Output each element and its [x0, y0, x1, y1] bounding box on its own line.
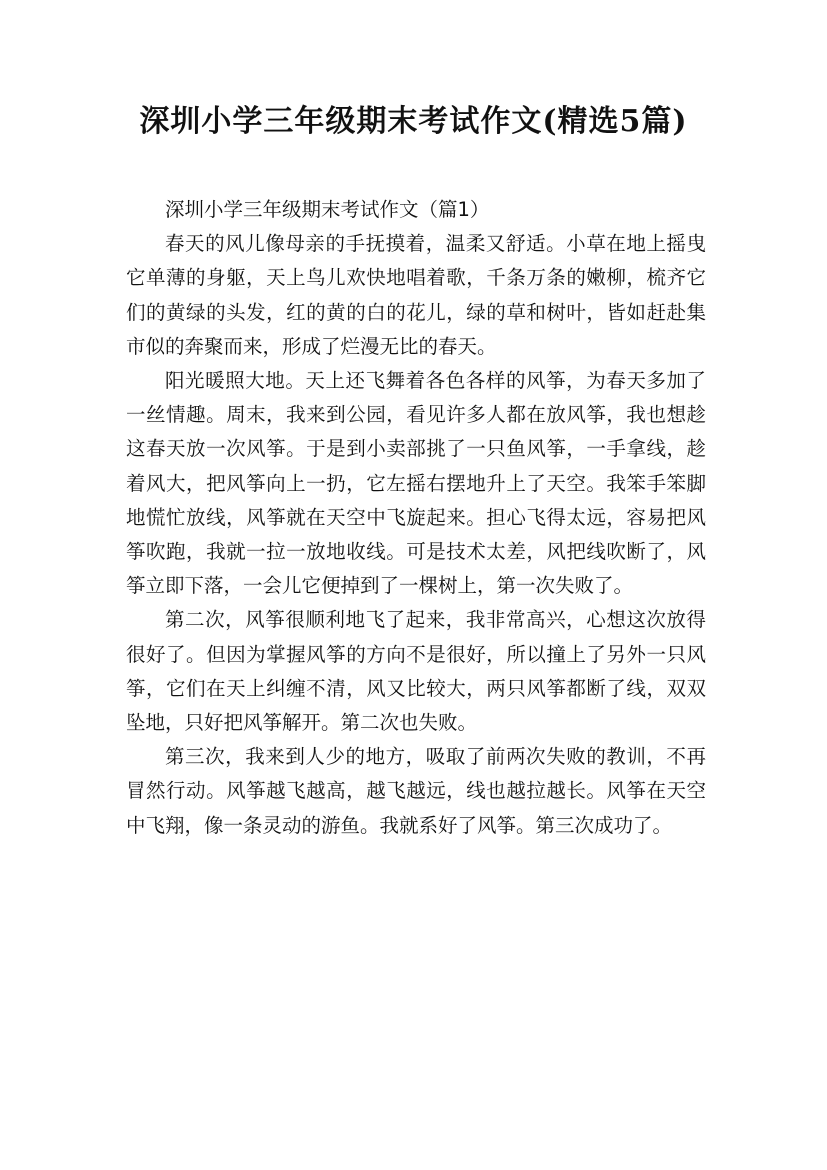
paragraph-3: 第二次，风筝很顺利地飞了起来，我非常高兴，心想这次放得很好了。但因为掌握风筝的方向不是很好，所以撞上了另外一只风筝，它们在天上纠缠不清，风又比较大，两只风筝都断了线，双双坠地，只好把风筝解开。第二次也失败。 [126, 608, 706, 735]
essay-body [126, 193, 706, 843]
paragraph-2: 阳光暖照大地。天上还飞舞着各色各样的风筝，为春天多加了一丝情趣。周末，我来到公园，看见许多人都在放风筝，我也想趁这春天放一次风筝。于是到小卖部挑了一只鱼风筝，一手拿线，趁着风大，把风筝向上一扔，它左摇右摆地升上了天空。我笨手笨脚地慌忙放线，风筝就在天空中飞旋起来。担心飞得太远，容易把风筝吹跑，我就一拉一放地收线。可是技术太差，风把线吹断了，风筝立即下落，一会儿它便掉到了一棵树上，第一次失败了。 [126, 369, 706, 598]
essay-subheading: 深圳小学三年级期末考试作文（篇1） [165, 198, 490, 221]
paragraph-1: 春天的风儿像母亲的手抚摸着，温柔又舒适。小草在地上摇曳它单薄的身躯，天上鸟儿欢快地唱着歌，千条万条的嫩柳，梳齐它们的黄绿的头发，红的黄的白的花儿，绿的草和树叶，皆如赶赴集市似的奔聚而来，形成了烂漫无比的春天。 [126, 232, 706, 358]
paragraph-4: 第三次，我来到人少的地方，吸取了前两次失败的教训，不再冒然行动。风筝越飞越高，越飞越远，线也越拉越长。风筝在天空中飞翔，像一条灵动的游鱼。我就系好了风筝。第三次成功了。 [126, 745, 706, 837]
document-title: 深圳小学三年级期末考试作文(精选5篇) [139, 104, 688, 139]
